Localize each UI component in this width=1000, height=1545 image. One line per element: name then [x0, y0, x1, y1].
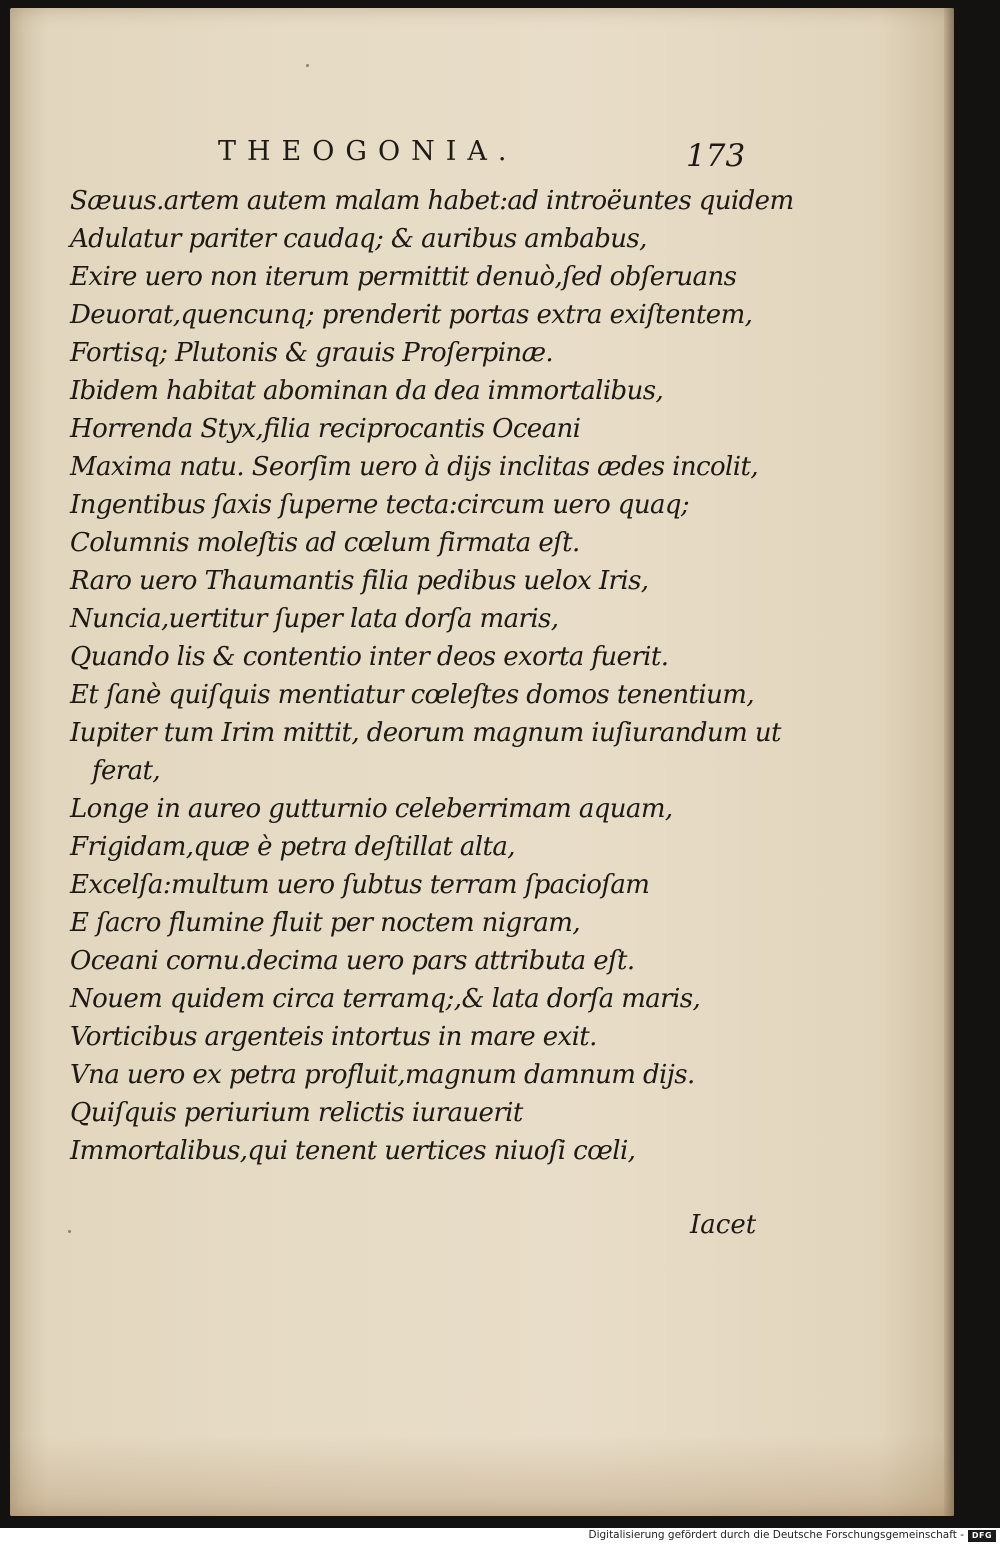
- verse-line: Horrenda Styx,filia reciprocantis Oceani: [70, 414, 581, 444]
- verse-line: Nuncia,uertitur ſuper lata dorſa maris,: [70, 604, 559, 634]
- book-page: [10, 8, 954, 1516]
- verse-line: Columnis moleſtis ad cœlum firmata eſt.: [70, 528, 580, 558]
- verse-line: Nouem quidem circa terramq;,& lata dorſa maris,: [70, 984, 701, 1014]
- page-stain: [10, 1436, 954, 1516]
- verse-line: Ibidem habitat abominan da dea immortalibus,: [70, 376, 664, 406]
- page-edge: [944, 8, 954, 1516]
- verse-line: Exire uero non iterum permittit denuò,ſed obſeruans: [70, 262, 737, 292]
- running-title: THEOGONIA.: [218, 136, 518, 167]
- dfg-logo-icon: DFG: [968, 1530, 996, 1542]
- verse-line: Deuorat,quencunq; prenderit portas extra exiſtentem,: [70, 300, 753, 330]
- verse-line: Adulatur pariter caudaq; & auribus ambabus,: [70, 224, 647, 254]
- verse-line: Longe in aureo gutturnio celeberrimam aquam,: [70, 794, 673, 824]
- page-header: [10, 136, 954, 176]
- credit-bar: [0, 1528, 1000, 1545]
- verse-line: Quiſquis periurium relictis iurauerit: [70, 1098, 523, 1128]
- verse-line: Vna uero ex petra profluit,magnum damnum dijs.: [70, 1060, 695, 1090]
- verse-line: ferat,: [92, 756, 161, 786]
- page-number: 173: [686, 138, 746, 174]
- verse-line: Sæuus.artem autem malam habet:ad introëuntes quidem: [70, 186, 794, 216]
- verse-line: Oceani cornu.decima uero pars attributa eſt.: [70, 946, 635, 976]
- verse-line: E ſacro flumine fluit per noctem nigram,: [70, 908, 581, 938]
- verse-line: Et ſanè quiſquis mentiatur cœleſtes domos tenentium,: [70, 680, 754, 710]
- catchword: Iacet: [690, 1210, 757, 1240]
- verse-line: Maxima natu. Seorſim uero à dijs inclitas ædes incolit,: [70, 452, 759, 482]
- verse-line: Quando lis & contentio inter deos exorta fuerit.: [70, 642, 669, 672]
- verse-line: Excelſa:multum uero ſubtus terram ſpacioſam: [70, 870, 650, 900]
- verse-line: Ingentibus ſaxis ſuperne tecta:circum uero quaq;: [70, 490, 690, 520]
- verse-line: Immortalibus,qui tenent uertices niuoſi cœli,: [70, 1136, 636, 1166]
- verse-line: Frigidam,quæ è petra deſtillat alta,: [70, 832, 515, 862]
- verse-line: Raro uero Thaumantis filia pedibus uelox Iris,: [70, 566, 649, 596]
- paper-speck: [306, 64, 309, 67]
- dfg-credit-text: Digitalisierung gefördert durch die Deutsche Forschungsgemeinschaft -: [588, 1529, 964, 1541]
- verse-line: Iupiter tum Irim mittit, deorum magnum iuſiurandum ut: [70, 718, 781, 748]
- paper-speck: [68, 1230, 71, 1233]
- verse-line: Fortisq; Plutonis & grauis Proſerpinæ.: [70, 338, 554, 368]
- verse-line: Vorticibus argenteis intortus in mare exit.: [70, 1022, 597, 1052]
